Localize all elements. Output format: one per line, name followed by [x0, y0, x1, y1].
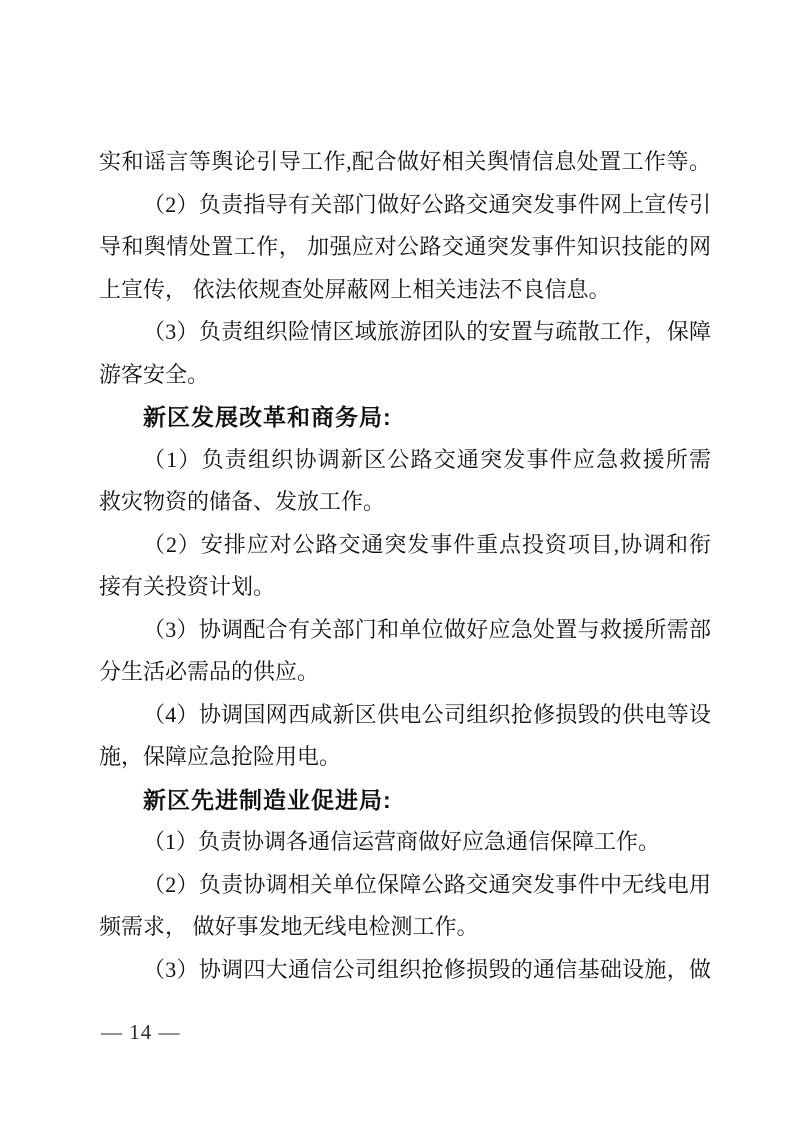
- text-line: 上宣传， 依法依规查处屏蔽网上相关违法不良信息。: [99, 276, 611, 302]
- text-line: （1）负责协调各通信运营商做好应急通信保障工作。: [143, 829, 661, 854]
- text-line: （3）负责组织险情区域旅游团队的安置与疏散工作，保障: [143, 319, 711, 344]
- section-heading: 新区发展改革和商务局:: [143, 404, 392, 430]
- section-heading: 新区先进制造业促进局:: [143, 786, 392, 813]
- text-line: （4）协调国网西咸新区供电公司组织抢修损毁的供电等设: [143, 701, 711, 727]
- page-footer: [101, 1018, 181, 1046]
- text-line: （2）负责指导有关部门做好公路交通突发事件网上宣传引: [143, 191, 711, 217]
- text-line: 游客安全。: [99, 361, 210, 387]
- text-line: 施，保障应急抢险用电。: [99, 744, 342, 769]
- text-line: 接有关投资计划。: [99, 574, 276, 599]
- page-number: — 14 —: [101, 1020, 181, 1044]
- text-line: 分生活必需品的供应。: [99, 659, 320, 684]
- text-line: （1）负责组织协调新区公路交通突发事件应急救援所需: [143, 446, 711, 472]
- text-line: 频需求， 做好事发地无线电检测工作。: [99, 914, 479, 939]
- text-line: （3）协调四大通信公司组织抢修损毁的通信基础设施，做: [143, 956, 711, 982]
- document-body: [99, 141, 711, 991]
- text-line: 救灾物资的储备、发放工作。: [99, 489, 386, 514]
- text-line: （3）协调配合有关部门和单位做好应急处置与救援所需部: [143, 616, 711, 642]
- text-line: （2）安排应对公路交通突发事件重点投资项目,协调和衔: [143, 531, 711, 557]
- text-line: （2）负责协调相关单位保障公路交通突发事件中无线电用: [143, 871, 711, 897]
- text-line: 实和谣言等舆论引导工作,配合做好相关舆情信息处置工作等。: [99, 149, 711, 174]
- text-line: 导和舆情处置工作， 加强应对公路交通突发事件知识技能的网: [99, 234, 711, 259]
